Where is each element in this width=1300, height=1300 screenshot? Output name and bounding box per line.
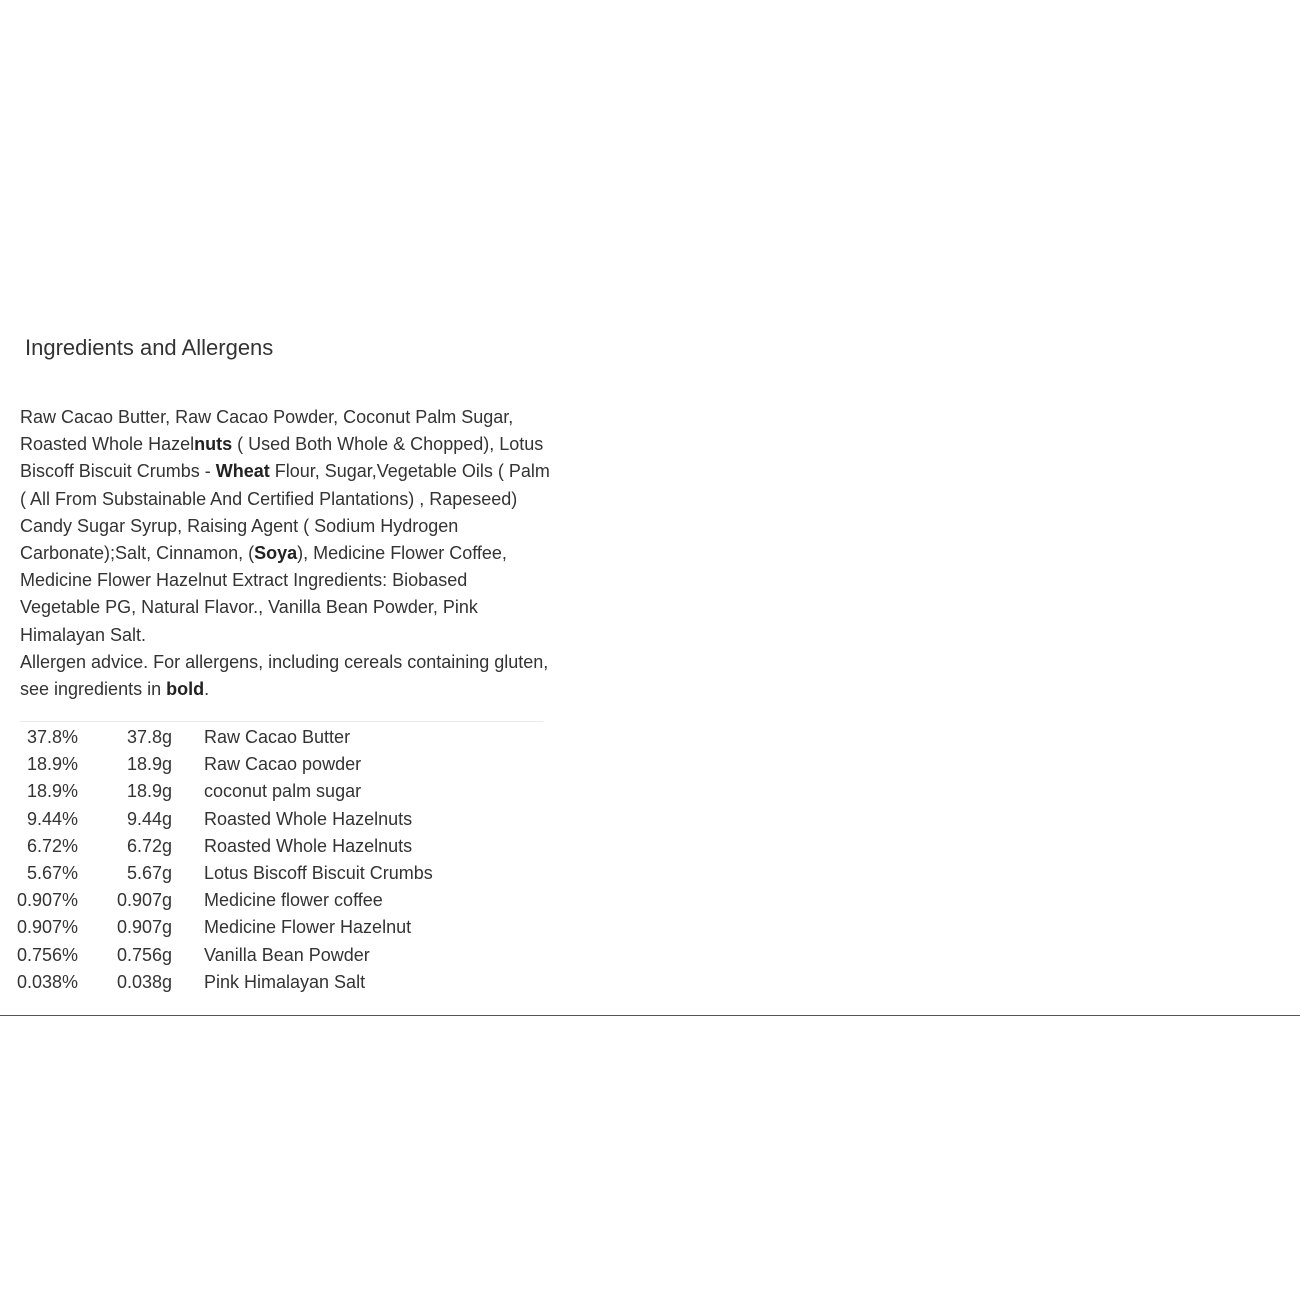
- ingredients-text-part: Raw Cacao Butter, Raw Cacao Powder, Coconut Palm Sugar, Roasted Whole Hazel: [20, 407, 514, 455]
- allergen-advice-bold: bold: [166, 679, 205, 700]
- ingredient-name-cell: Pink Himalayan Salt: [204, 971, 366, 992]
- ingredient-name-cell: Raw Cacao Butter: [204, 727, 351, 747]
- grams-cell: 0.907g: [116, 917, 172, 938]
- ingredients-text-part: Flour, Sugar,Vegetable Oils ( Palm ( All From Substainable And Certified Plantations) , Rapeseed) Candy Sugar Syrup, Raising Agent ( Sodium Hydrogen Carbonate);Salt, Cinnamon, (: [20, 461, 550, 564]
- grams-cell: 18.9g: [126, 781, 172, 802]
- grams-cell: 18.9g: [126, 754, 172, 775]
- percent-cell: 37.8%: [26, 727, 78, 747]
- ingredient-name-cell: Medicine Flower Hazelnut: [204, 917, 412, 938]
- table-row: [0, 778, 433, 805]
- page-divider: [0, 1015, 1300, 1016]
- grams-cell: 6.72g: [126, 835, 172, 856]
- ingredient-name-cell: Lotus Biscoff Biscuit Crumbs: [204, 863, 433, 884]
- table-divider: [20, 721, 543, 722]
- percent-cell: 18.9%: [26, 781, 78, 802]
- ingredient-name-cell: coconut palm sugar: [204, 781, 362, 802]
- allergen-highlight: nuts: [194, 434, 233, 455]
- grams-cell: 0.756g: [116, 944, 172, 965]
- composition-table: [0, 724, 433, 996]
- section-title: Ingredients and Allergens: [25, 335, 274, 360]
- grams-cell: 0.907g: [116, 890, 172, 911]
- percent-cell: 0.907%: [16, 890, 78, 911]
- allergen-highlight: Soya: [254, 543, 298, 564]
- ingredient-name-cell: Raw Cacao powder: [204, 754, 362, 775]
- ingredient-name-cell: Vanilla Bean Powder: [204, 944, 370, 965]
- ingredients-text-part: ( Used Both Whole & Chopped), Lotus Biscoff Biscuit Crumbs -: [20, 434, 544, 482]
- allergen-highlight: Wheat: [215, 461, 270, 482]
- grams-cell: 0.038g: [116, 971, 172, 992]
- grams-cell: 5.67g: [126, 863, 172, 884]
- ingredients-text-part: ), Medicine Flower Coffee, Medicine Flower Hazelnut Extract Ingredients: Biobased Vegetable PG, Natural Flavor., Vanilla Bean Powder, Pink Himalayan Salt.: [20, 543, 507, 645]
- percent-cell: 6.72%: [26, 835, 78, 856]
- ingredient-name-cell: Roasted Whole Hazelnuts: [204, 835, 413, 856]
- table-row: [0, 751, 433, 778]
- ingredient-name-cell: Roasted Whole Hazelnuts: [204, 808, 413, 829]
- table-row: [0, 942, 433, 969]
- percent-cell: 0.907%: [16, 917, 78, 938]
- allergen-advice-text: Allergen advice. For allergens, including cereals containing gluten, see ingredients in: [20, 651, 549, 700]
- ingredients-description: [20, 404, 550, 703]
- percent-cell: 5.67%: [26, 863, 78, 884]
- table-row: [0, 914, 433, 941]
- percent-cell: 0.756%: [16, 944, 78, 965]
- percent-cell: 0.038%: [16, 971, 78, 992]
- table-row: [0, 724, 433, 751]
- percent-cell: 9.44%: [26, 808, 78, 829]
- ingredient-name-cell: Medicine flower coffee: [204, 890, 383, 911]
- grams-cell: 37.8g: [126, 727, 172, 747]
- table-row: [0, 969, 433, 996]
- table-row: [0, 806, 433, 833]
- percent-cell: 18.9%: [26, 754, 78, 775]
- allergen-advice-end: .: [204, 679, 210, 700]
- table-row: [0, 887, 433, 914]
- table-row: [0, 833, 433, 860]
- grams-cell: 9.44g: [126, 808, 172, 829]
- table-row: [0, 860, 433, 887]
